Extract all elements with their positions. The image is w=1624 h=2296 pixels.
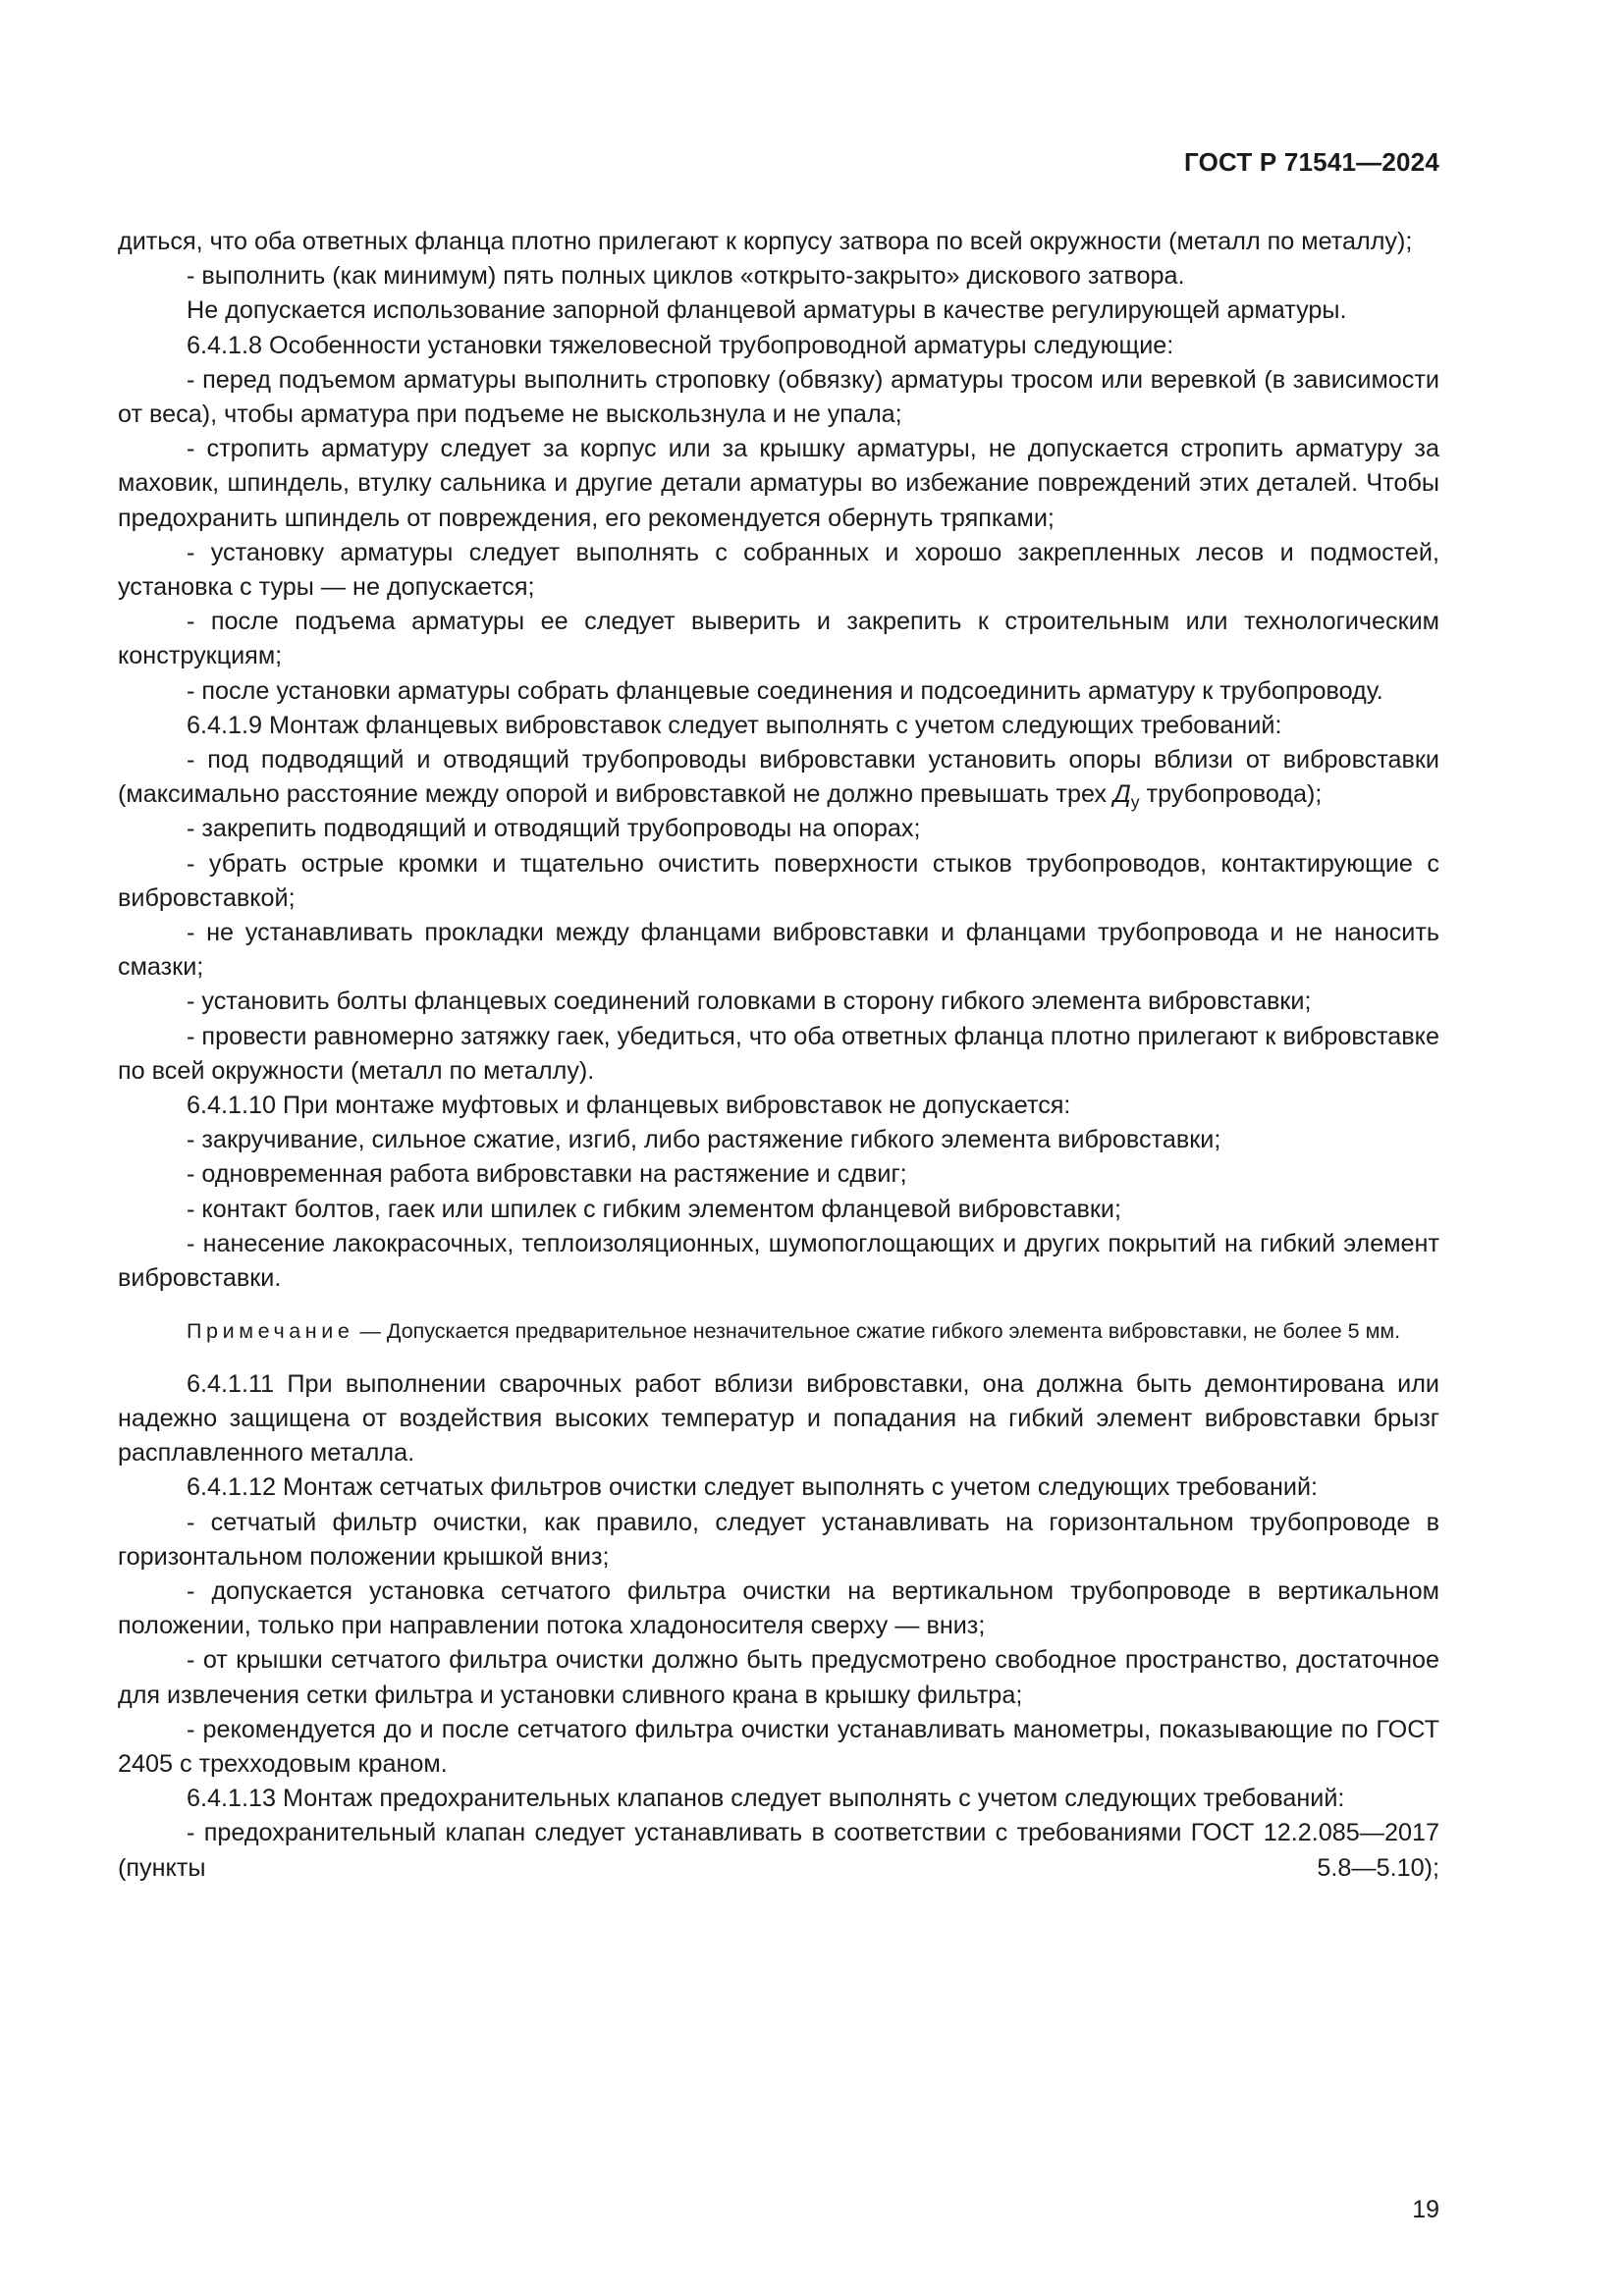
list-item: - закручивание, сильное сжатие, изгиб, либо растяжение гибкого элемента вибровставки;: [187, 1126, 1221, 1154]
text-run: трубопровода);: [1139, 780, 1323, 809]
list-item: - выполнить (как минимум) пять полных циклов «открыто-закрыто» дискового затвора.: [187, 262, 1185, 291]
list-item: - перед подъемом арматуры выполнить строповку (обвязку) арматуры тросом или веревкой (в зависимости от веса), чтобы арматура при подъеме не выскользнула и не упала;: [118, 365, 1439, 429]
document-number: ГОСТ Р 71541—2024: [1184, 147, 1439, 177]
list-item: [118, 743, 1439, 812]
list-item: - рекомендуется до и после сетчатого фильтра очистки устанавливать манометры, показывающие по ГОСТ 2405 с трехходовым краном.: [118, 1715, 1439, 1779]
list-item: - предохранительный клапан следует устанавливать в соответствии с требованиями ГОСТ 12.2.085—2017 (пункты 5.8—5.10);: [118, 1819, 1439, 1882]
list-item: - установить болты фланцевых соединений головками в сторону гибкого элемента вибровставки;: [187, 988, 1312, 1016]
clause-heading: 6.4.1.9 Монтаж фланцевых вибровставок следует выполнять с учетом следующих требований:: [187, 711, 1282, 739]
list-item: - нанесение лакокрасочных, теплоизоляционных, шумопоглощающих и других покрытий на гибкий элемент вибровставки.: [118, 1229, 1439, 1293]
list-item: - сетчатый фильтр очистки, как правило, следует устанавливать на горизонтальном трубопроводе в горизонтальном положении крышкой вниз;: [118, 1508, 1439, 1571]
note: [118, 1316, 1439, 1347]
paragraph: диться, что оба ответных фланца плотно прилегают к корпусу затвора по всей окружности (металл по металлу);: [118, 228, 1413, 255]
diameter-symbol: Д: [1113, 780, 1131, 809]
list-item: - после установки арматуры собрать фланцевые соединения и подсоединить арматуру к трубопроводу.: [187, 676, 1383, 705]
list-item: - закрепить подводящий и отводящий трубопроводы на опорах;: [187, 815, 921, 843]
page-number: 19: [1412, 2196, 1439, 2223]
note-text: — Допускается предварительное незначительное сжатие гибкого элемента вибровставки, не более 5 мм.: [353, 1319, 1401, 1344]
list-item: - убрать острые кромки и тщательно очистить поверхности стыков трубопроводов, контактирующие с вибровставкой;: [118, 849, 1439, 912]
note-label: Примечание: [187, 1319, 354, 1344]
paragraph: Не допускается использование запорной фланцевой арматуры в качестве регулирующей арматуры.: [187, 296, 1347, 325]
list-item: - от крышки сетчатого фильтра очистки должно быть предусмотрено свободное пространство, достаточное для извлечения сетки фильтра и установки сливного крана в крышку фильтра;: [118, 1646, 1439, 1709]
list-item: - стропить арматуру следует за корпус или за крышку арматуры, не допускается стропить арматуру за маховик, шпиндель, втулку сальника и другие детали арматуры во избежание повреждений этих деталей. Чтобы предохранить шпиндель от повреждения, его рекомендуется обернуть тряпками;: [118, 435, 1439, 532]
clause-heading: 6.4.1.13 Монтаж предохранительных клапанов следует выполнять с учетом следующих требований:: [187, 1785, 1345, 1813]
list-item: - одновременная работа вибровставки на растяжение и сдвиг;: [187, 1160, 907, 1189]
clause-heading: 6.4.1.11 При выполнении сварочных работ вблизи вибровставки, она должна быть демонтирована или надежно защищена от воздействия высоких температур и попадания на гибкий элемент вибровставки брызг расплавленного металла.: [118, 1369, 1439, 1468]
clause-heading: 6.4.1.8 Особенности установки тяжеловесной трубопроводной арматуры следующие:: [187, 331, 1174, 359]
clause-heading: 6.4.1.12 Монтаж сетчатых фильтров очистки следует выполнять с учетом следующих требований:: [187, 1473, 1319, 1502]
clause-heading: 6.4.1.10 При монтаже муфтовых и фланцевых вибровставок не допускается:: [187, 1092, 1071, 1120]
text-run: - под подводящий и отводящий трубопроводы вибровставки установить опоры вблизи от вибровставки (максимально расстояние между опорой и вибровставкой не должно превышать трех: [118, 746, 1439, 809]
diameter-subscript: у: [1130, 792, 1140, 813]
document-body: [118, 225, 1439, 1886]
list-item: - после подъема арматуры ее следует выверить и закрепить к строительным или технологическим конструкциям;: [118, 608, 1439, 670]
list-item: - не устанавливать прокладки между фланцами вибровставки и фланцами трубопровода и не наносить смазки;: [118, 919, 1439, 982]
list-item: - провести равномерно затяжку гаек, убедиться, что оба ответных фланца плотно прилегают к вибровставке по всей окружности (металл по металлу).: [118, 1022, 1439, 1085]
list-item: - контакт болтов, гаек или шпилек с гибким элементом фланцевой вибровставки;: [187, 1195, 1121, 1223]
list-item: - установку арматуры следует выполнять с собранных и хорошо закрепленных лесов и подмостей, установка с туры — не допускается;: [118, 538, 1439, 602]
list-item: - допускается установка сетчатого фильтра очистки на вертикальном трубопроводе в вертикальном положении, только при направлении потока хладоносителя сверху — вниз;: [118, 1577, 1439, 1640]
